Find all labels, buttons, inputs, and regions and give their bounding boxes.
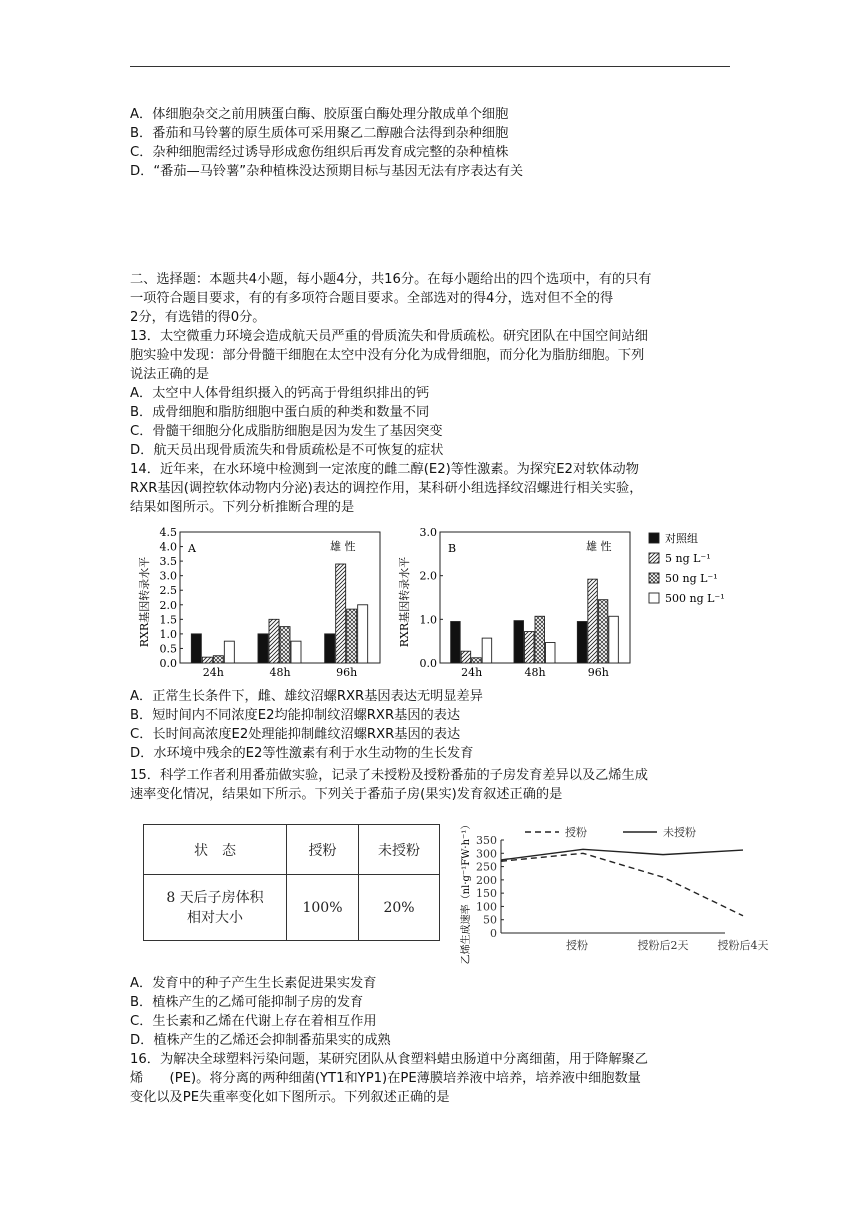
q12-option-d: D．“番茄—马铃薯”杂种植株没达预期目标与基因无法有序表达有关	[130, 164, 524, 179]
chart-0-bar	[202, 657, 212, 663]
chart-0-bar	[269, 619, 279, 663]
chart-0-bar	[213, 656, 223, 663]
chart-0-ytick-label: 3.5	[159, 555, 177, 569]
chart-1-bar	[472, 658, 482, 663]
legend-label: 对照组	[665, 532, 698, 545]
chart-1-ytick-label: 0.0	[419, 657, 437, 670]
chart-b-legend	[649, 531, 725, 605]
chart-1-ytick-label: 1.0	[419, 613, 437, 627]
chart-0-ytick-label: 1.5	[159, 613, 177, 627]
q14-option-c: C．长时间高浓度E2处理能抑制雌纹沼螺RXR基因的表达	[130, 727, 461, 742]
q13-stem-1: 13．太空微重力环境会造成航天员严重的骨质流失和骨质疏松。研究团队在中国空间站细	[130, 329, 648, 344]
chart-0-bar	[191, 634, 201, 663]
line-chart-category-label: 授粉	[566, 939, 588, 952]
q13-stem-2: 胞实验中发现：部分骨髓干细胞在太空中没有分化为成骨细胞，而分化为脂肪细胞。下列	[130, 348, 645, 363]
q14-option-b: B．短时间内不同浓度E2均能抑制纹沼螺RXR基因的表达	[130, 708, 461, 723]
line-chart-category-label: 授粉后4天	[717, 939, 769, 952]
table-row-label-line-2: 相对大小	[187, 909, 243, 926]
chart-0-ytick-label: 4.0	[159, 540, 177, 554]
line-chart-ytick-label: 50	[483, 913, 497, 927]
q15-line-chart	[455, 819, 769, 965]
chart-1-bar	[598, 600, 608, 663]
chart-a-panel-label: A	[188, 542, 196, 555]
chart-b	[397, 526, 630, 679]
q12-option-c: C．杂种细胞需经过诱导形成愈伤组织后再发育成完整的杂种植株	[130, 145, 509, 160]
chart-1-bar	[609, 616, 619, 663]
chart-0-bar	[258, 634, 268, 663]
line-chart-ytick-label: 350	[476, 834, 497, 847]
chart-0-ytick-label: 4.5	[159, 526, 177, 539]
q15-stem-2: 速率变化情况，结果如下所示。下列关于番茄子房(果实)发育叙述正确的是	[130, 787, 563, 802]
legend-label: 500 ng L⁻¹	[665, 592, 725, 605]
table-row-label-line-1: 8 天后子房体积	[166, 889, 264, 906]
chart-1-bar	[535, 616, 545, 663]
q15-option-a: A．发育中的种子产生生长素促进果实发育	[130, 976, 377, 991]
chart-b-panel-label: B	[448, 542, 457, 555]
line-chart-ylabel: 乙烯生成速率（nl·g⁻¹FW·h⁻¹）	[461, 819, 472, 965]
chart-a	[137, 526, 380, 679]
q15-table	[143, 824, 440, 941]
section2-line-1: 二、选择题：本题共4小题，每小题4分，共16分。在每小题给出的四个选项中，有的只有	[130, 272, 652, 287]
chart-1-bar	[461, 651, 471, 663]
line-series-unpollinated	[501, 849, 743, 860]
table-row-label	[144, 875, 287, 941]
chart-a-ylabel: RXR基因转录水平	[138, 556, 151, 648]
chart-0-ytick-label: 0.0	[159, 657, 177, 670]
line-chart-ytick-label: 150	[476, 887, 497, 901]
chart-1-bar	[577, 622, 587, 663]
legend-swatch	[649, 573, 659, 583]
chart-0-ytick-label: 1.0	[159, 627, 177, 641]
line-chart-ytick-label: 100	[476, 900, 497, 914]
line-legend-label: 未授粉	[663, 826, 696, 839]
chart-1-bar	[588, 579, 598, 663]
table-value-unpollinated: 20%	[359, 875, 440, 941]
q13-option-d: D．航天员出现骨质流失和骨质疏松是不可恢复的症状	[130, 443, 444, 458]
line-chart-ytick-label: 0	[490, 927, 497, 940]
q15-stem-1: 15．科学工作者利用番茄做实验，记录了未授粉及授粉番茄的子房发育差异以及乙烯生成	[130, 768, 648, 783]
chart-1-bar	[482, 638, 492, 663]
q14-stem-3: 结果如图所示。下列分析推断合理的是	[130, 500, 355, 515]
q14-stem-1: 14．近年来，在水环境中检测到一定浓度的雌二醇(E2)等性激素。为探究E2对软体动物	[130, 462, 639, 477]
header-rule	[130, 66, 730, 67]
chart-0-ytick-label: 0.5	[159, 642, 177, 656]
q14-bar-charts	[130, 522, 730, 684]
line-chart-ytick-label: 250	[476, 860, 497, 874]
chart-0-bar	[325, 634, 335, 663]
legend-swatch	[649, 553, 659, 563]
legend-swatch	[649, 593, 659, 603]
section2-line-3: 2分，有选错的得0分。	[130, 310, 266, 325]
chart-1-bar	[546, 642, 556, 663]
chart-0-ytick-label: 2.0	[159, 598, 177, 612]
line-series-pollinated	[501, 853, 743, 915]
q13-stem-3: 说法正确的是	[130, 367, 210, 382]
legend-swatch	[649, 533, 659, 543]
table-header-pollinated: 授粉	[287, 825, 359, 875]
q16-stem-3: 变化以及PE失重率变化如下图所示。下列叙述正确的是	[130, 1090, 450, 1105]
chart-1-ytick-label: 2.0	[419, 569, 437, 583]
chart-1-bar	[514, 621, 524, 663]
line-legend-label: 授粉	[565, 826, 587, 839]
chart-0-category-label: 48h	[269, 666, 291, 679]
chart-0-ytick-label: 3.0	[159, 569, 177, 583]
chart-0-bar	[347, 609, 357, 663]
table-header-state: 状 态	[144, 825, 287, 875]
q16-stem-1: 16．为解决全球塑料污染问题，某研究团队从食塑料蜡虫肠道中分离细菌，用于降解聚乙	[130, 1052, 648, 1067]
chart-1-category-label: 24h	[461, 666, 483, 679]
table-value-pollinated: 100%	[287, 875, 359, 941]
chart-0-category-label: 24h	[202, 666, 224, 679]
q14-stem-2: RXR基因(调控软体动物内分泌)表达的调控作用，某科研小组选择纹沼螺进行相关实验，	[130, 481, 643, 496]
q14-option-a: A．正常生长条件下，雌、雄纹沼螺RXR基因表达无明显差异	[130, 689, 483, 704]
chart-0-ytick-label: 2.5	[159, 584, 177, 598]
chart-0-bar	[358, 605, 368, 663]
q13-option-b: B．成骨细胞和脂肪细胞中蛋白质的种类和数量不同	[130, 405, 430, 420]
chart-1-ytick-label: 3.0	[419, 526, 437, 539]
chart-b-ylabel: RXR基因转录水平	[398, 556, 411, 648]
q12-option-b: B．番茄和马铃薯的原生质体可采用聚乙二醇融合法得到杂种细胞	[130, 126, 509, 141]
table-header-unpollinated: 未授粉	[359, 825, 440, 875]
chart-0-bar	[224, 641, 234, 663]
q15-option-c: C．生长素和乙烯在代谢上存在着相互作用	[130, 1014, 377, 1029]
section2-line-2: 一项符合题目要求，有的有多项符合题目要求。全部选对的得4分，选对但不全的得	[130, 291, 614, 306]
legend-label: 50 ng L⁻¹	[665, 572, 718, 585]
q15-option-b: B．植株产生的乙烯可能抑制子房的发育	[130, 995, 364, 1010]
chart-1-category-label: 96h	[587, 666, 609, 679]
legend-label: 5 ng L⁻¹	[665, 552, 711, 565]
chart-1-bar	[525, 632, 535, 663]
line-chart-category-label: 授粉后2天	[637, 939, 689, 952]
chart-0-bar	[291, 641, 301, 663]
chart-1-bar	[451, 622, 461, 663]
chart-a-title: 雄 性	[330, 540, 356, 553]
chart-0-bar	[280, 627, 290, 663]
chart-0-category-label: 96h	[336, 666, 358, 679]
q13-option-c: C．骨髓干细胞分化成脂肪细胞是因为发生了基因突变	[130, 424, 443, 439]
chart-b-title: 雄 性	[586, 540, 612, 553]
chart-0-bar	[336, 564, 346, 663]
line-chart-ytick-label: 200	[476, 873, 497, 887]
q14-option-d: D．水环境中残余的E2等性激素有利于水生动物的生长发育	[130, 746, 474, 761]
line-chart-ytick-label: 300	[476, 847, 497, 861]
q13-option-a: A．太空中人体骨组织摄入的钙高于骨组织排出的钙	[130, 386, 430, 401]
chart-1-category-label: 48h	[524, 666, 546, 679]
q12-option-a: A．体细胞杂交之前用胰蛋白酶、胶原蛋白酶处理分散成单个细胞	[130, 107, 509, 122]
q15-option-d: D．植株产生的乙烯还会抑制番茄果实的成熟	[130, 1033, 391, 1048]
q16-stem-2: 烯 (PE)。将分离的两种细菌(YT1和YP1)在PE薄膜培养液中培养，培养液中细胞数量	[130, 1071, 641, 1086]
